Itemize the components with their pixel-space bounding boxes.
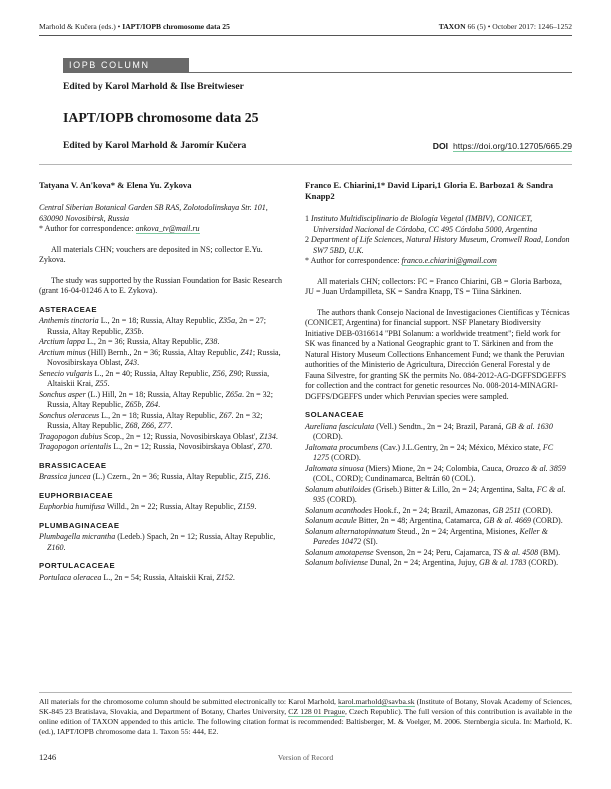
species-entry bbox=[39, 573, 284, 584]
right-acknowledgements: The authors thank Consejo Nacional de Investigaciones Científicas y Técnicas (CONICET, Argentina) for financial support. NSF Planetary Biodiversity Initiative DEB-0316614 "PBI Solanum: a worldwide treatment"; field work for SK was financed by a National Geographic grant to T. Särkinen and from the Natural History Museum Collections Enhancement Fund; we thank the Peruvian authorities of the Ministerio de Agricultura, Dirección General Forestal y de Fauna Silvestre, for granting SK the permits No. 084-2012-AG-DGFFSDGEFFS for collection and the contract for genetic resources No. 008-2014-MINAGRI-DGFFS/DGEFFS under which Peruvian species were sampled. bbox=[305, 307, 570, 401]
taxon-name: Brassica juncea bbox=[39, 472, 91, 481]
left-funding: The study was supported by the Russian Foundation for Basic Research (grant 16-04-01246 A to E. Zykova). bbox=[39, 275, 283, 295]
taxon-name: Sonchus asper bbox=[39, 389, 86, 399]
voucher-code: Z35b bbox=[125, 326, 142, 336]
header-issue: 66 (5) • October 2017: 1246–1252 bbox=[467, 22, 572, 31]
affiliation-number: 1 bbox=[305, 214, 312, 223]
species-entry bbox=[305, 443, 570, 464]
taxon-name: Plumbagella micrantha bbox=[39, 532, 116, 541]
taxon-name: Arctium minus bbox=[39, 347, 86, 357]
doi-label: DOI bbox=[432, 141, 449, 151]
taxon-name: Senecio vulgaris bbox=[39, 368, 93, 378]
left-materials: All materials CHN; vouchers are deposited in NS; collector E.Yu. Zykova. bbox=[39, 244, 263, 264]
family-heading: EUPHORBIACEAE bbox=[39, 490, 113, 500]
taxon-name: Sonchus oleraceus bbox=[39, 410, 100, 420]
voucher-code: Orozco & al. 3859 bbox=[505, 463, 566, 473]
entry-text: (L.) Hill, 2n = 18; Russia, Altay Republic, bbox=[85, 389, 226, 399]
voucher-code: Z41 bbox=[240, 347, 253, 357]
footer-text-c: , Czech Republic). The full version of this contribution is available in the online edition of TAXON appended to this article. The following citation format is recommended: Baltisberger, M. & Voelger, M. 2006. Sternbergia sicula. In: Marhold, K. (ed.), IAPT/IOPB chromosome data 1. Taxon 55: 444, E2. bbox=[39, 707, 572, 736]
entry-text: L., 2n = 12; Russia, Novosibirskaya Oblast', bbox=[111, 442, 258, 451]
entry-text: (Miers) Mione, 2n = 24; Colombia, Cauca, bbox=[363, 463, 506, 473]
species-entry bbox=[305, 527, 570, 548]
species-entry bbox=[39, 442, 284, 453]
entry-text: (Cav.) J.L.Gentry, 2n = 24; México, México state, bbox=[378, 442, 543, 452]
entry-text: Bitter, 2n = 48; Argentina, Catamarca, bbox=[356, 516, 484, 525]
entry-text: Hook.f., 2n = 24; Brazil, Amazonas, bbox=[371, 505, 493, 515]
entry-text: Steud., 2n = 24; Argentina, Misiones, bbox=[395, 526, 520, 536]
doi-link[interactable]: https://doi.org/10.12705/665.29 bbox=[453, 141, 572, 151]
taxon-name: Euphorbia humifusa bbox=[39, 502, 105, 511]
edited-by-1: Edited by Karol Marhold & Ilse Breitwieser bbox=[63, 81, 244, 92]
voucher-code: Z134 bbox=[259, 431, 276, 441]
voucher-code: FC 1275 bbox=[313, 442, 554, 462]
species-entry bbox=[305, 558, 570, 569]
species-entry bbox=[305, 516, 570, 527]
entry-text: . bbox=[137, 358, 140, 367]
entry-text: (CORD). bbox=[531, 516, 563, 525]
right-entries bbox=[305, 422, 570, 569]
entry-text: . bbox=[268, 472, 271, 481]
header-title: IAPT/IOPB chromosome data 25 bbox=[122, 22, 230, 31]
entry-text: . bbox=[158, 400, 161, 409]
voucher-code: GB & al. 4669 bbox=[483, 516, 531, 525]
entry-text: . bbox=[254, 502, 257, 511]
species-entry bbox=[39, 532, 284, 553]
entry-text: (CORD). bbox=[329, 453, 361, 462]
corr-label: * Author for correspondence: bbox=[39, 224, 134, 233]
affiliation-item bbox=[305, 235, 570, 256]
species-entry bbox=[39, 411, 284, 432]
right-correspondence bbox=[305, 256, 570, 267]
voucher-code: Z70 bbox=[257, 442, 271, 451]
header-journal: TAXON bbox=[438, 22, 466, 31]
right-corr-email[interactable]: franco.e.chiarini@gmail.com bbox=[401, 256, 497, 265]
running-header-left: Marhold & Kučera (eds.) • IAPT/IOPB chromosome data 25 bbox=[39, 22, 230, 31]
entry-text: . bbox=[170, 421, 173, 430]
left-authors: Tatyana V. An'kova* & Elena Yu. Zykova bbox=[39, 180, 192, 190]
section-banner: IOPB COLUMN bbox=[63, 58, 189, 72]
entry-text: . bbox=[217, 337, 220, 346]
entry-text: (Vell.) Sendtn., 2n = 24; Brazil, Paraná, bbox=[374, 421, 506, 431]
entry-text: Svenson, 2n = 24; Peru, Cajamarca, bbox=[373, 547, 494, 557]
entry-text: (SI). bbox=[361, 537, 378, 546]
entry-text: (Hill) Bernh., 2n = 36; Russia, Altay Republic, bbox=[85, 347, 241, 357]
voucher-code: FC & al. 935 bbox=[313, 484, 566, 504]
entry-text: , 2n = 27; Russia, Altay Republic, bbox=[47, 316, 267, 336]
entry-text: (CORD). bbox=[520, 505, 553, 515]
voucher-code: TS & al. 4508 bbox=[493, 547, 539, 557]
entry-text: L., 2n = 54; Russia, Altaiskii Krai, bbox=[101, 572, 217, 582]
voucher-code: Keller & Paredes 10472 bbox=[313, 526, 548, 546]
entry-text: . bbox=[141, 326, 144, 336]
running-header-right bbox=[439, 22, 572, 31]
entry-text: L., 2n = 18; Russia, Altay Republic, bbox=[99, 410, 219, 420]
footer-rule bbox=[39, 692, 572, 693]
left-affiliation: Central Siberian Botanical Garden SB RAS, Zolotodolinskaya Str. 101, 630090 Novosibirsk, Russia bbox=[39, 203, 268, 223]
voucher-code: Z43 bbox=[124, 358, 138, 367]
right-materials: All materials CHN; collectors: FC = Franco Chiarini, GB = Gloria Barboza, JU = Juan Urdampilleta, SK = Sandra Knapp, TS = Tiina Särkinen. bbox=[305, 276, 562, 296]
footer-text-a: All materials for the chromosome column should be submitted electronically to: Karol Marhold, bbox=[39, 697, 338, 706]
entry-text: Willd., 2n = 22; Russia, Altay Republic, bbox=[104, 502, 238, 511]
voucher-code: Z68, Z66, Z77 bbox=[125, 421, 171, 430]
entry-text: (COL, CORD); Cundinamarca, Beltrán 60 (COL). bbox=[313, 474, 476, 483]
corr-label: * Author for correspondence: bbox=[305, 256, 400, 265]
taxon-name: Aureliana fasciculata bbox=[305, 421, 375, 431]
title-rule bbox=[39, 164, 572, 165]
banner-rule bbox=[63, 72, 572, 73]
family-heading: PORTULACACEAE bbox=[39, 561, 116, 570]
right-column bbox=[305, 180, 570, 569]
species-entry bbox=[39, 348, 284, 369]
taxon-name: Jaltomata procumbens bbox=[305, 442, 379, 452]
affiliation-text: Instituto Multidisciplinario de Biología Vegetal (IMBIV), CONICET, Universidad Nacional de Córdoba, CC 495 Córdoba 5000, Argentina bbox=[311, 214, 538, 234]
affiliation-number: 2 bbox=[305, 235, 312, 244]
entry-text: . 2n = 32; Russia, Altay Republic, bbox=[47, 389, 273, 409]
taxon-name: Anthemis tinctoria bbox=[39, 316, 99, 325]
left-families bbox=[39, 305, 284, 584]
entry-text: L., 2n = 40; Russia, Altay Republic, bbox=[92, 368, 213, 378]
entry-text: Dunal, 2n = 24; Argentina, Jujuy, bbox=[367, 558, 479, 567]
edited-by-2: Edited by Karol Marhold & Jaromír Kučera bbox=[63, 140, 247, 151]
species-entry bbox=[39, 316, 284, 337]
family-heading: BRASSICACEAE bbox=[39, 460, 107, 470]
voucher-code: Z35a bbox=[218, 316, 236, 325]
species-entry bbox=[305, 485, 570, 506]
entry-text: (CORD). bbox=[313, 432, 343, 441]
species-entry bbox=[39, 369, 284, 390]
footer-email-link[interactable]: karol.marhold@savba.sk bbox=[337, 697, 415, 706]
affiliation-item bbox=[305, 214, 570, 235]
footer-note bbox=[39, 697, 572, 737]
entry-text: (L.) Czern., 2n = 36; Russia, Altay Republic, bbox=[90, 472, 240, 481]
voucher-code: Z15, Z16 bbox=[239, 472, 269, 481]
voucher-code: Z56, Z90 bbox=[212, 368, 242, 378]
species-entry bbox=[39, 390, 284, 411]
taxon-name: Solanum alternatopinnatum bbox=[305, 526, 396, 536]
entry-text: ; Russia, Novosibirskaya Oblast, bbox=[47, 347, 281, 367]
species-entry bbox=[305, 506, 570, 517]
species-entry bbox=[39, 337, 284, 348]
header-editors: Marhold & Kučera (eds.) bbox=[39, 22, 116, 31]
voucher-code: GB & al. 1783 bbox=[478, 558, 527, 567]
entry-text: (BM). bbox=[538, 547, 561, 557]
voucher-code: GB & al. 1630 bbox=[505, 421, 553, 431]
entry-text: (Ledeb.) Spach, 2n = 12; Russia, Altay Republic, bbox=[115, 532, 276, 541]
right-authors: Franco E. Chiarini,1* David Lipari,1 Gloria E. Barboza1 & Sandra Knapp2 bbox=[305, 180, 554, 201]
voucher-code: Z65a bbox=[225, 389, 243, 399]
voucher-code: Z65b, Z64 bbox=[125, 400, 159, 409]
taxon-name: Solanum abutiloides bbox=[305, 484, 371, 494]
version-label: Version of Record bbox=[277, 753, 334, 762]
footer-text-b: (Institute of Botany, Slovak Academy of Sciences, SK-845 23 Bratislava, Slovakia, and Department of Botany, Charles University, bbox=[39, 697, 572, 716]
taxon-name: Portulaca oleracea bbox=[39, 572, 102, 582]
entry-text: . bbox=[63, 542, 66, 552]
header-rule bbox=[39, 35, 572, 36]
family-heading: PLUMBAGINACEAE bbox=[39, 520, 120, 530]
page-number: 1246 bbox=[39, 752, 57, 762]
taxon-name: Solanum amotapense bbox=[305, 547, 374, 557]
species-entry bbox=[39, 472, 284, 483]
left-correspondence bbox=[39, 224, 284, 235]
taxon-name: Solanum boliviense bbox=[305, 558, 368, 567]
species-entry bbox=[305, 422, 570, 443]
taxon-name: Solanum acanthodes bbox=[305, 505, 372, 515]
doi-line bbox=[433, 141, 572, 151]
entry-text: L., 2n = 18; Russia, Altay Republic, bbox=[98, 316, 219, 325]
entry-text: . bbox=[275, 431, 278, 441]
voucher-code: Z38 bbox=[204, 337, 218, 346]
species-entry bbox=[39, 502, 284, 513]
species-entry bbox=[305, 548, 570, 559]
voucher-code: GB 2511 bbox=[492, 505, 521, 515]
taxon-name: Arctium lappa bbox=[39, 337, 85, 346]
species-entry bbox=[305, 464, 570, 485]
family-heading: ASTERACEAE bbox=[39, 304, 97, 314]
taxon-name: Tragopogon dubius bbox=[39, 431, 102, 441]
entry-text: (CORD). bbox=[325, 495, 357, 504]
entry-text: . 2n = 32; Russia, Altay Republic, bbox=[47, 410, 263, 430]
voucher-code: Z152 bbox=[216, 572, 233, 582]
affiliation-text: Department of Life Sciences, Natural History Museum, Cromwell Road, London SW7 5BD, U.K. bbox=[311, 235, 570, 255]
entry-text: Scop., 2n = 12; Russia, Novosibirskaya Oblast', bbox=[101, 431, 260, 441]
entry-text: . bbox=[270, 442, 273, 451]
entry-text: (CORD). bbox=[526, 558, 559, 567]
entry-text: L., 2n = 36; Russia, Altay Republic, bbox=[84, 337, 205, 346]
page-title: IAPT/IOPB chromosome data 25 bbox=[63, 110, 259, 125]
family-heading: SOLANACEAE bbox=[305, 410, 364, 419]
voucher-code: Z159 bbox=[237, 502, 255, 511]
voucher-code: Z67 bbox=[219, 410, 232, 420]
entry-text: (Griseb.) Bitter & Lillo, 2n = 24; Argentina, Salta, bbox=[370, 484, 537, 494]
entry-text: . bbox=[232, 572, 235, 582]
species-entry bbox=[39, 432, 284, 443]
taxon-name: Solanum acaule bbox=[305, 516, 357, 525]
entry-text: . bbox=[107, 379, 110, 388]
voucher-code: Z55 bbox=[95, 379, 108, 388]
entry-text: ; Russia, Altaiskii Krai, bbox=[47, 368, 270, 388]
voucher-code: Z160 bbox=[47, 542, 64, 552]
taxon-name: Tragopogon orientalis bbox=[39, 442, 112, 451]
footer-address: CZ 128 01 Prague bbox=[288, 707, 345, 716]
right-affiliations bbox=[305, 214, 570, 256]
left-column bbox=[39, 180, 284, 583]
taxon-name: Jaltomata sinuosa bbox=[305, 463, 364, 473]
left-corr-email[interactable]: ankova_tv@mail.ru bbox=[135, 224, 200, 233]
